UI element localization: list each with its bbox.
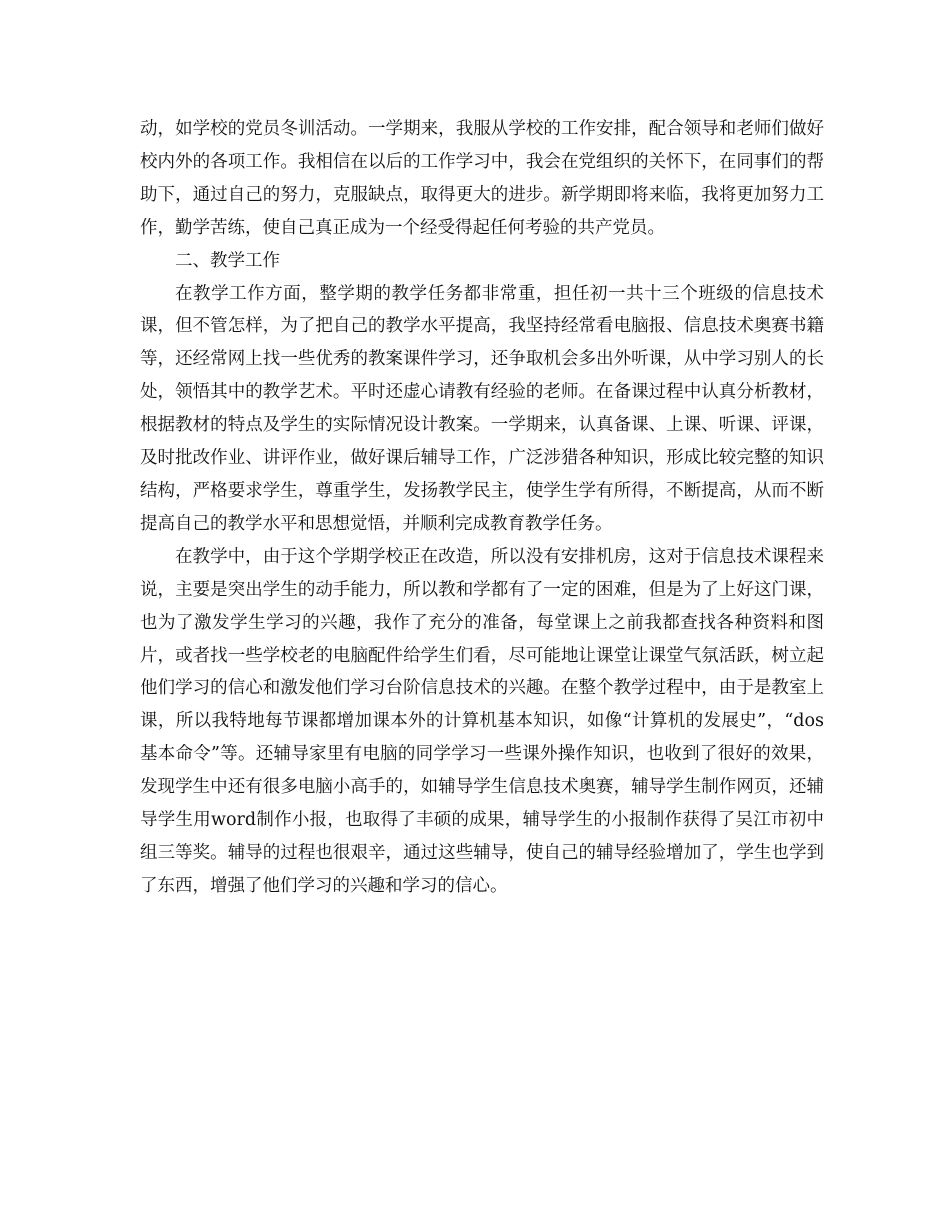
section-heading-teaching: 二、教学工作: [175, 250, 280, 271]
paragraph-teaching-tasks: 在教学工作方面，整学期的教学任务都非常重，担任初一共十三个班级的信息技术课，但不管怎样，为了把自己的教学水平提高，我坚持经常看电脑报、信息技术奥赛书籍等，还经常网上找一些优秀的教案课件学习，还争取机会多出外听课，从中学习别人的长处，领悟其中的教学艺术。平时还虚心请教有经验的老师。在备课过程中认真分析教材，根据教材的特点及学生的实际情况设计教案。一学期来，认真备课、上课、听课、评课，及时批改作业、讲评作业，做好课后辅导工作，广泛涉猎各种知识，形成比较完整的知识结构，严格要求学生，尊重学生，发扬教学民主，使学生学有所得，不断提高，从而不断提高自己的教学水平和思想觉悟，并顺利完成教育教学任务。: [140, 283, 824, 534]
paragraph-party-work: 动，如学校的党员冬训活动。一学期来，我服从学校的工作安排，配合领导和老师们做好校内外的各项工作。我相信在以后的工作学习中，我会在党组织的关怀下，在同事们的帮助下，通过自己的努力，克服缺点，取得更大的进步。新学期即将来临，我将更加努力工作，勤学苦练，使自己真正成为一个经受得起任何考验的共产党员。: [140, 119, 824, 238]
document-body: [140, 113, 824, 903]
paragraph-teaching-practice: 在教学中，由于这个学期学校正在改造，所以没有安排机房，这对于信息技术课程来说，主要是突出学生的动手能力，所以教和学都有了一定的困难，但是为了上好这门课，也为了激发学生学习的兴趣，我作了充分的准备，每堂课上之前我都查找各种资料和图片，或者找一些学校老的电脑配件给学生们看，尽可能地让课堂让课堂气氛活跃，树立起他们学习的信心和激发他们学习台阶信息技术的兴趣。在整个教学过程中，由于是教室上课，所以我特地每节课都增加课本外的计算机基本知识，如像“计算机的发展史”，“dos基本命令”等。还辅导家里有电脑的同学学习一些课外操作知识，也收到了很好的效果，发现学生中还有很多电脑小高手的，如辅导学生信息技术奥赛，辅导学生制作网页，还辅导学生用word制作小报，也取得了丰硕的成果，辅导学生的小报制作获得了吴江市初中组三等奖。辅导的过程也很艰辛，通过这些辅导，使自己的辅导经验增加了，学生也学到了东西，增强了他们学习的兴趣和学习的信心。: [140, 546, 824, 896]
